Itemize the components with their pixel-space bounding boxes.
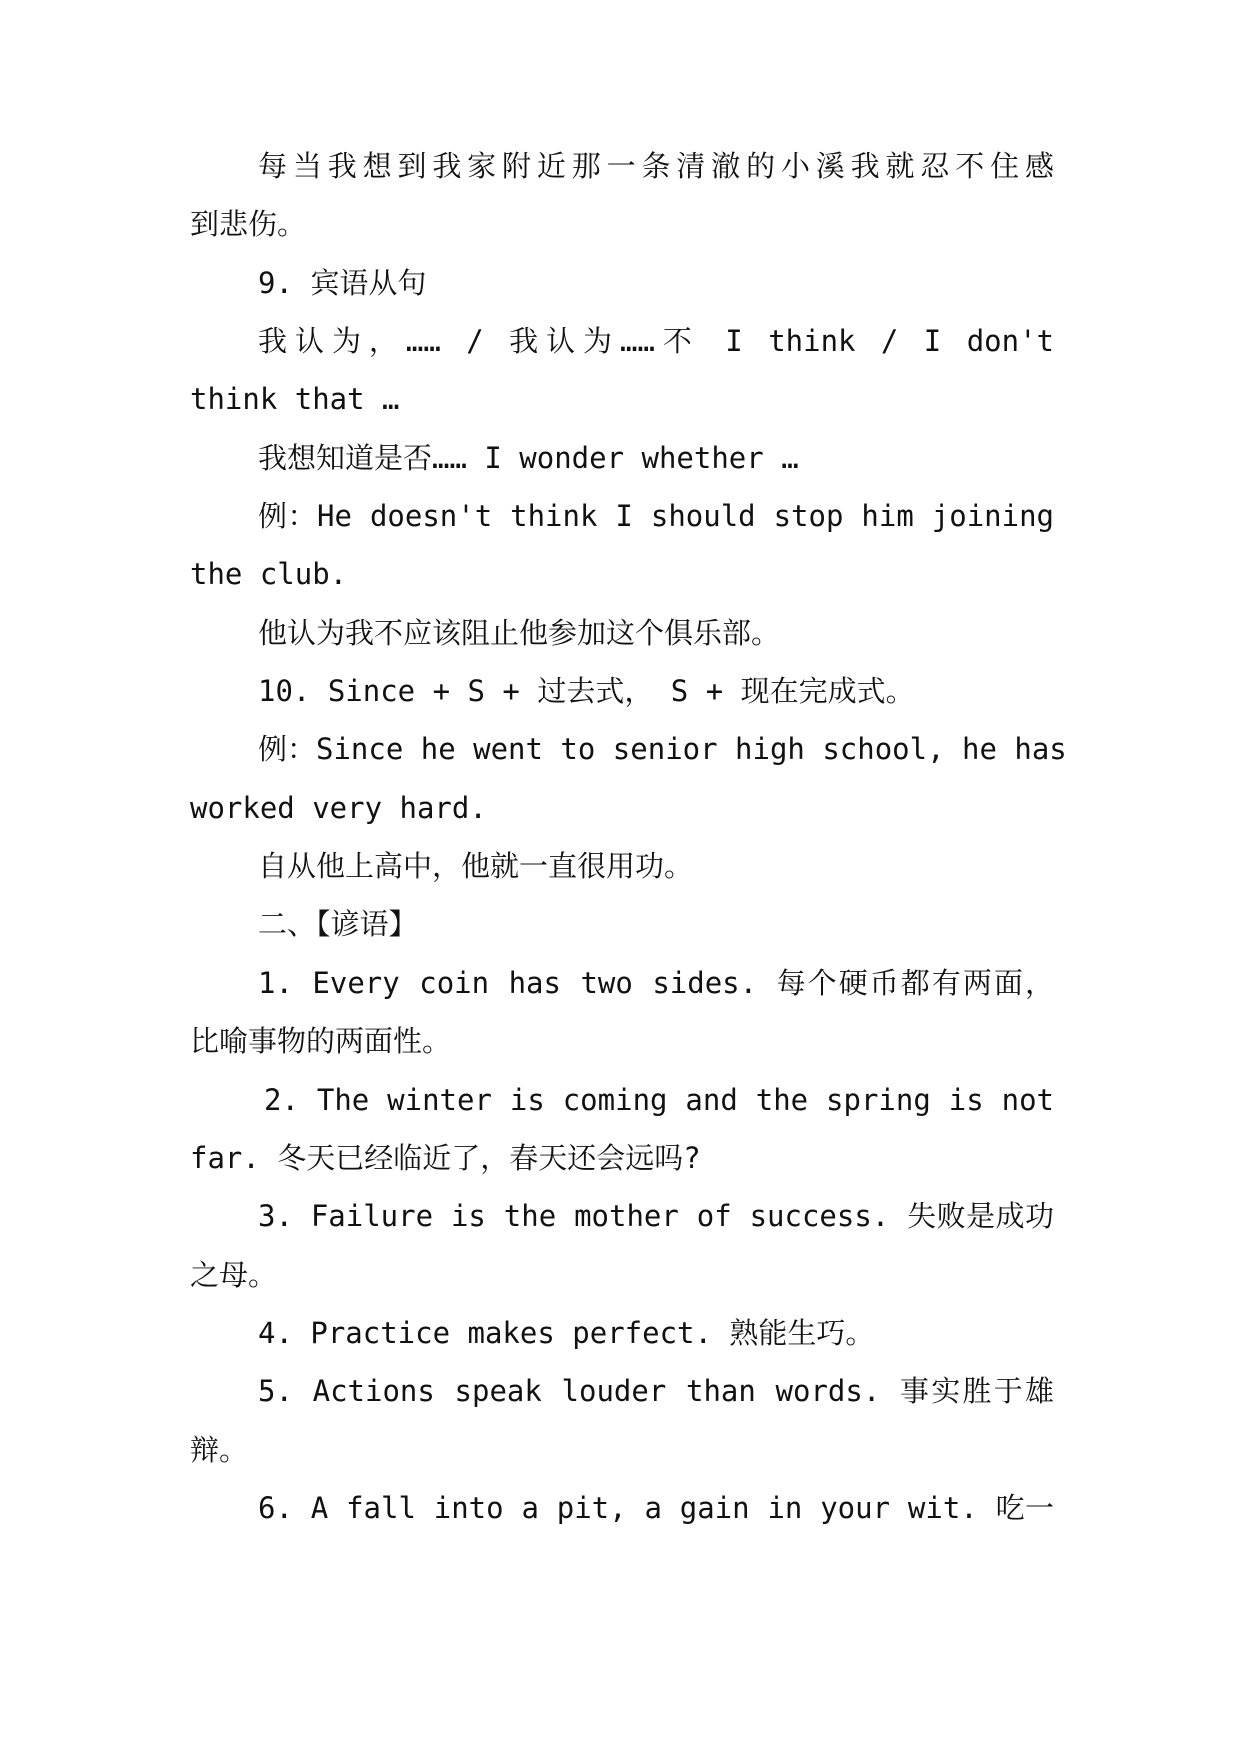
section-heading-10: 10. Since + S + 过去式， S + 现在完成式。 [258, 674, 915, 708]
proverb-1-line-2: 比喻事物的两面性。 [190, 1024, 452, 1058]
section-heading-9: 9. 宾语从句 [258, 266, 427, 300]
text-line-6: 我想知道是否…… I wonder whether … [258, 441, 799, 475]
proverb-5-line-2: 辩。 [190, 1433, 249, 1467]
example-line-1: 例：He doesn't think I should stop him joining [258, 499, 1054, 533]
example-line-3: 例：Since he went to senior high school, he has [258, 732, 1067, 766]
proverb-6-line-1: 6. A fall into a pit, a gain in your wit. 吃一 [258, 1491, 1054, 1525]
text-line-4: 我认为，…… / 我认为……不 I think / I don't [258, 324, 1054, 358]
proverb-5-line-1: 5. Actions speak louder than words. 事实胜于雄 [258, 1374, 1054, 1408]
translation-line-1: 他认为我不应该阻止他参加这个俱乐部。 [258, 616, 781, 650]
example-line-4: worked very hard. [190, 791, 487, 825]
translation-line-2: 自从他上高中，他就一直很用功。 [258, 849, 694, 883]
text-line-2: 到悲伤。 [190, 207, 307, 241]
proverb-2-line-1: 2. The winter is coming and the spring is not [264, 1083, 1054, 1117]
example-line-2: the club. [190, 557, 348, 591]
text-line-5: think that … [190, 382, 400, 416]
proverb-4: 4. Practice makes perfect. 熟能生巧。 [258, 1316, 875, 1350]
text-line-1: 每当我想到我家附近那一条清澈的小溪我就忍不住感 [258, 149, 1054, 183]
section-heading-proverbs: 二、【谚语】 [258, 907, 418, 941]
proverb-2-line-2: far. 冬天已经临近了，春天还会远吗? [190, 1141, 701, 1175]
proverb-3-line-1: 3. Failure is the mother of success. 失败是成功 [258, 1199, 1054, 1233]
proverb-1-line-1: 1. Every coin has two sides. 每个硬币都有两面， [258, 966, 1054, 1000]
proverb-3-line-2: 之母。 [190, 1258, 278, 1292]
